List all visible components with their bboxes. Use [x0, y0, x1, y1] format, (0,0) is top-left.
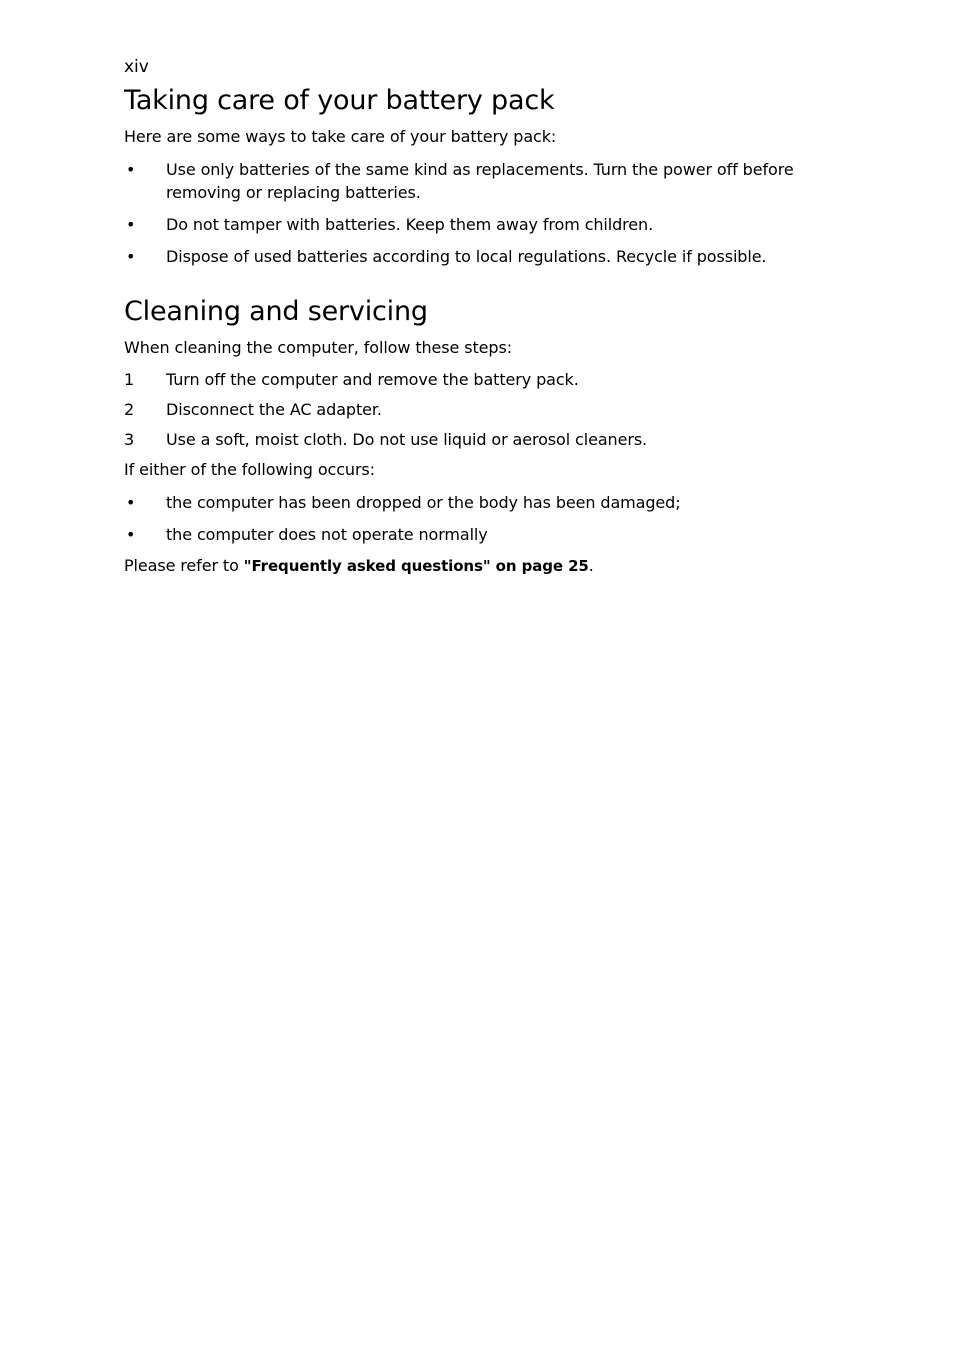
bullet-icon: • — [126, 215, 136, 234]
step-number: 1 — [124, 370, 135, 389]
list-item — [124, 158, 844, 204]
bullet-icon: • — [126, 160, 136, 179]
battery-bullet-list — [124, 158, 844, 268]
document-page — [124, 54, 844, 587]
refer-suffix: . — [588, 556, 594, 575]
list-item-text: Do not tamper with batteries. Keep them away from children. — [166, 215, 654, 234]
list-item-text: Use only batteries of the same kind as replacements. Turn the power off before removing or replacing batteries. — [166, 160, 794, 202]
step-number: 3 — [124, 430, 135, 449]
list-item — [124, 491, 844, 514]
list-item-text: the computer does not operate normally — [166, 525, 488, 544]
conditions-bullet-list — [124, 491, 844, 546]
battery-heading: Taking care of your battery pack — [124, 85, 555, 116]
list-item-text: Dispose of used batteries according to local regulations. Recycle if possible. — [166, 247, 767, 266]
page-number: xiv — [124, 57, 149, 77]
step-text: Turn off the computer and remove the battery pack. — [166, 370, 579, 389]
list-item — [124, 523, 844, 546]
bullet-icon: • — [126, 247, 136, 266]
step-item — [124, 369, 844, 391]
refer-prefix: Please refer to — [124, 556, 244, 575]
list-item — [124, 245, 844, 268]
battery-intro: Here are some ways to take care of your battery pack: — [124, 127, 557, 146]
list-item-text: the computer has been dropped or the body has been damaged; — [166, 493, 681, 512]
step-item — [124, 429, 844, 451]
conditions-intro: If either of the following occurs: — [124, 460, 375, 479]
cleaning-intro: When cleaning the computer, follow these steps: — [124, 338, 513, 357]
cleaning-heading: Cleaning and servicing — [124, 296, 428, 327]
bullet-icon: • — [126, 493, 136, 512]
bullet-icon: • — [126, 525, 136, 544]
step-item — [124, 399, 844, 421]
cleaning-steps-list — [124, 369, 844, 451]
step-text: Use a soft, moist cloth. Do not use liquid or aerosol cleaners. — [166, 430, 648, 449]
step-number: 2 — [124, 400, 135, 419]
step-text: Disconnect the AC adapter. — [166, 400, 382, 419]
list-item — [124, 213, 844, 236]
refer-paragraph — [124, 555, 844, 577]
faq-cross-reference-link[interactable]: "Frequently asked questions" on page 25 — [243, 557, 589, 575]
